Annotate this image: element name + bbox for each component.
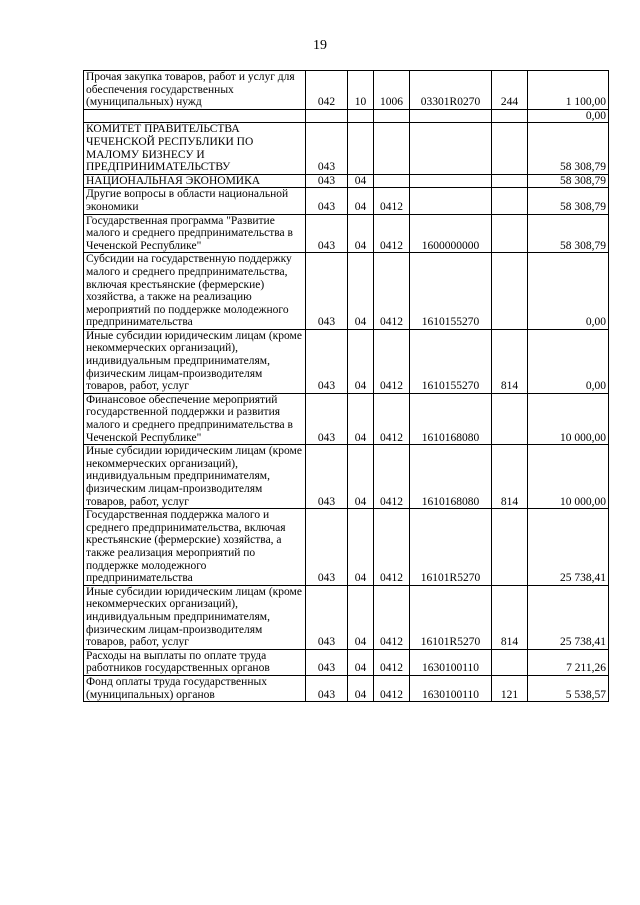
table-row xyxy=(84,71,609,110)
row-pr-cell: 0412 xyxy=(374,445,410,509)
table-row xyxy=(84,214,609,253)
row-sum-cell: 58 308,79 xyxy=(528,214,609,253)
table-row xyxy=(84,174,609,188)
row-csr-cell: 03301R0270 xyxy=(410,71,492,110)
table-row xyxy=(84,109,609,123)
row-ved-cell: 043 xyxy=(306,675,348,701)
row-vr-cell xyxy=(492,123,528,174)
row-ved-cell: 043 xyxy=(306,174,348,188)
row-ved-cell: 043 xyxy=(306,188,348,214)
row-name-cell: КОМИТЕТ ПРАВИТЕЛЬСТВА ЧЕЧЕНСКОЙ РЕСПУБЛИКИ ПО МАЛОМУ БИЗНЕСУ И ПРЕДПРИНИМАТЕЛЬСТВУ xyxy=(84,123,306,174)
row-sum-cell: 25 738,41 xyxy=(528,585,609,649)
row-ved-cell: 043 xyxy=(306,253,348,330)
row-csr-cell: 16101R5270 xyxy=(410,509,492,586)
row-name-cell: НАЦИОНАЛЬНАЯ ЭКОНОМИКА xyxy=(84,174,306,188)
row-rz-cell: 04 xyxy=(348,174,374,188)
table-row xyxy=(84,649,609,675)
row-rz-cell xyxy=(348,123,374,174)
row-rz-cell xyxy=(348,109,374,123)
row-name-cell: Государственная поддержка малого и среднего предпринимательства, включая крестьянские (фермерские) хозяйства, а также реализация мероприятий по поддержке молодежного предпринимательства xyxy=(84,509,306,586)
row-name-cell: Субсидии на государственную поддержку малого и среднего предпринимательства, включая крестьянские (фермерские) хозяйства, а также на реализацию мероприятий по поддержке молодежного предпринимательства xyxy=(84,253,306,330)
row-ved-cell: 043 xyxy=(306,585,348,649)
row-vr-cell xyxy=(492,253,528,330)
row-rz-cell: 04 xyxy=(348,214,374,253)
row-name-cell xyxy=(84,109,306,123)
row-sum-cell: 0,00 xyxy=(528,253,609,330)
row-sum-cell: 7 211,26 xyxy=(528,649,609,675)
row-pr-cell xyxy=(374,109,410,123)
table-row xyxy=(84,188,609,214)
row-name-cell: Иные субсидии юридическим лицам (кроме некоммерческих организаций), индивидуальным предпринимателям, физическим лицам-производителям товаров, работ, услуг xyxy=(84,329,306,393)
row-pr-cell: 0412 xyxy=(374,253,410,330)
row-ved-cell: 043 xyxy=(306,214,348,253)
row-name-cell: Финансовое обеспечение мероприятий государственной поддержки и развития малого и среднего предпринимательства в Чеченской Республике" xyxy=(84,393,306,444)
row-pr-cell: 0412 xyxy=(374,214,410,253)
table-row xyxy=(84,123,609,174)
table-row xyxy=(84,509,609,586)
row-vr-cell xyxy=(492,509,528,586)
table-row xyxy=(84,393,609,444)
row-csr-cell xyxy=(410,123,492,174)
row-csr-cell xyxy=(410,188,492,214)
row-rz-cell: 04 xyxy=(348,393,374,444)
row-rz-cell: 04 xyxy=(348,445,374,509)
row-pr-cell xyxy=(374,123,410,174)
table-row xyxy=(84,445,609,509)
row-csr-cell: 1630100110 xyxy=(410,675,492,701)
row-pr-cell: 0412 xyxy=(374,188,410,214)
row-name-cell: Иные субсидии юридическим лицам (кроме некоммерческих организаций), индивидуальным предпринимателям, физическим лицам-производителям товаров, работ, услуг xyxy=(84,445,306,509)
row-pr-cell: 0412 xyxy=(374,675,410,701)
row-name-cell: Расходы на выплаты по оплате труда работников государственных органов xyxy=(84,649,306,675)
row-csr-cell: 1600000000 xyxy=(410,214,492,253)
row-pr-cell: 0412 xyxy=(374,585,410,649)
row-vr-cell xyxy=(492,649,528,675)
row-sum-cell: 10 000,00 xyxy=(528,393,609,444)
row-vr-cell: 814 xyxy=(492,585,528,649)
table-body xyxy=(84,71,609,702)
table-row xyxy=(84,585,609,649)
row-rz-cell: 04 xyxy=(348,253,374,330)
row-csr-cell xyxy=(410,174,492,188)
row-vr-cell: 244 xyxy=(492,71,528,110)
row-sum-cell: 58 308,79 xyxy=(528,188,609,214)
row-ved-cell: 043 xyxy=(306,123,348,174)
row-vr-cell xyxy=(492,109,528,123)
row-pr-cell: 0412 xyxy=(374,509,410,586)
row-csr-cell: 1630100110 xyxy=(410,649,492,675)
row-pr-cell: 1006 xyxy=(374,71,410,110)
row-vr-cell xyxy=(492,188,528,214)
row-sum-cell: 0,00 xyxy=(528,329,609,393)
row-name-cell: Прочая закупка товаров, работ и услуг для обеспечения государственных (муниципальных) нужд xyxy=(84,71,306,110)
row-rz-cell: 04 xyxy=(348,649,374,675)
row-rz-cell: 04 xyxy=(348,188,374,214)
row-rz-cell: 10 xyxy=(348,71,374,110)
row-ved-cell: 043 xyxy=(306,509,348,586)
row-csr-cell: 1610168080 xyxy=(410,393,492,444)
row-ved-cell: 042 xyxy=(306,71,348,110)
page-number: 19 xyxy=(313,38,327,53)
row-pr-cell xyxy=(374,174,410,188)
row-csr-cell: 1610155270 xyxy=(410,329,492,393)
row-pr-cell: 0412 xyxy=(374,329,410,393)
row-pr-cell: 0412 xyxy=(374,649,410,675)
row-vr-cell: 121 xyxy=(492,675,528,701)
row-rz-cell: 04 xyxy=(348,585,374,649)
row-csr-cell: 16101R5270 xyxy=(410,585,492,649)
row-pr-cell: 0412 xyxy=(374,393,410,444)
row-csr-cell xyxy=(410,109,492,123)
row-sum-cell: 58 308,79 xyxy=(528,174,609,188)
row-sum-cell: 25 738,41 xyxy=(528,509,609,586)
budget-table xyxy=(83,70,609,702)
row-sum-cell: 0,00 xyxy=(528,109,609,123)
row-ved-cell: 043 xyxy=(306,393,348,444)
row-ved-cell: 043 xyxy=(306,649,348,675)
row-sum-cell: 10 000,00 xyxy=(528,445,609,509)
row-vr-cell xyxy=(492,214,528,253)
row-sum-cell: 58 308,79 xyxy=(528,123,609,174)
row-sum-cell: 1 100,00 xyxy=(528,71,609,110)
table-row xyxy=(84,329,609,393)
row-vr-cell xyxy=(492,393,528,444)
row-sum-cell: 5 538,57 xyxy=(528,675,609,701)
table-row xyxy=(84,253,609,330)
row-name-cell: Государственная программа "Развитие малого и среднего предпринимательства в Чеченской Республике" xyxy=(84,214,306,253)
row-rz-cell: 04 xyxy=(348,329,374,393)
row-vr-cell: 814 xyxy=(492,329,528,393)
row-csr-cell: 1610168080 xyxy=(410,445,492,509)
row-rz-cell: 04 xyxy=(348,509,374,586)
row-vr-cell: 814 xyxy=(492,445,528,509)
row-ved-cell: 043 xyxy=(306,445,348,509)
row-rz-cell: 04 xyxy=(348,675,374,701)
row-vr-cell xyxy=(492,174,528,188)
row-ved-cell: 043 xyxy=(306,329,348,393)
row-ved-cell xyxy=(306,109,348,123)
row-name-cell: Иные субсидии юридическим лицам (кроме некоммерческих организаций), индивидуальным предпринимателям, физическим лицам-производителям товаров, работ, услуг xyxy=(84,585,306,649)
table-row xyxy=(84,675,609,701)
row-csr-cell: 1610155270 xyxy=(410,253,492,330)
row-name-cell: Фонд оплаты труда государственных (муниципальных) органов xyxy=(84,675,306,701)
row-name-cell: Другие вопросы в области национальной экономики xyxy=(84,188,306,214)
